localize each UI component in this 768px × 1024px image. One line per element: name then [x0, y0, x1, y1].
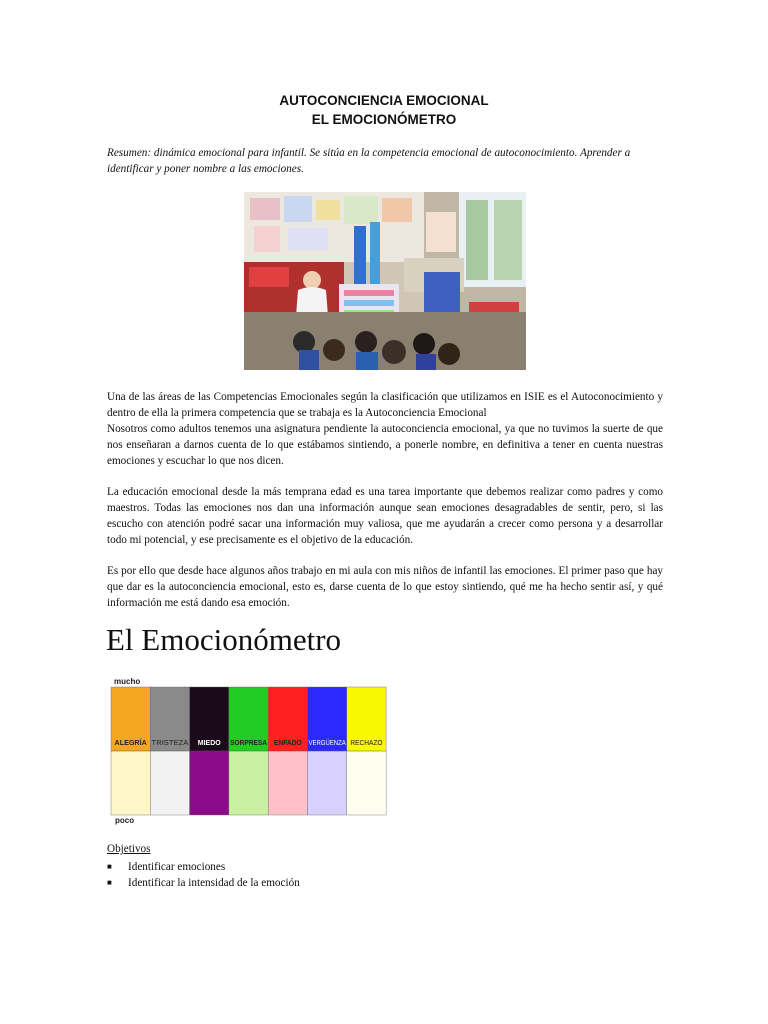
classroom-photo — [244, 192, 526, 370]
paragraph-isie-line1: Una de las áreas de las Competencias Emocionales según la clasificación que utilizamos en ISIE es el Autoconocimiento y dentro de ella la primera competencia que se trabaja es la Autoconciencia Emocional — [107, 391, 663, 419]
objective-text: Identificar la intensidad de la emoción — [128, 877, 300, 889]
objectives-list — [107, 859, 300, 891]
document-title-line1: AUTOCONCIENCIA EMOCIONAL — [279, 93, 489, 108]
objective-item — [107, 859, 300, 875]
meter-bottom-label: poco — [115, 816, 135, 825]
bullet-icon: ■ — [107, 862, 112, 871]
meter-column-label: ENFADO — [274, 740, 303, 747]
objective-text: Identificar emociones — [128, 861, 226, 873]
section-heading: El Emocionómetro — [106, 622, 342, 657]
paragraph-education: La educación emocional desde la más temprana edad es una tarea importante que debemos realizar como padres y como maestros. Todas las emociones nos dan una información aunque sean emociones desagradables de sentir, pero, si las escucho con atención podré sacar una información muy valiosa, que me ayudarán a crecer como persona y a desarrollar todo mi potencial, y ese precisamente es el objetivo de la educación. — [107, 486, 663, 546]
meter-column-label: VERGÜENZA — [308, 740, 353, 747]
meter-top-label: mucho — [114, 677, 141, 686]
meter-column-label: ALEGRÍA — [114, 740, 147, 747]
meter-column-label: RECHAZO — [350, 740, 384, 747]
classroom-photo-illustration — [244, 192, 526, 370]
meter-column-label: MIEDO — [197, 740, 222, 747]
emotion-meter — [107, 674, 392, 826]
bullet-icon: ■ — [107, 878, 112, 887]
objective-item — [107, 875, 300, 891]
document-title-line2: EL EMOCIONÓMETRO — [311, 112, 457, 127]
objectives-title: Objetivos — [107, 843, 151, 855]
paragraph-isie-line2: Nosotros como adultos tenemos una asignatura pendiente la autoconciencia emocional, ya que no tuvimos la suerte de que nos enseñaran a darnos cuenta de lo que estábamos sintiendo, a ponerle nombre, en definitiva a tener en cuenta nuestras emociones y escuchar lo que nos dicen. — [107, 423, 663, 467]
meter-column-label: SORPRESA — [230, 740, 267, 747]
paragraph-classroom: Es por ello que desde hace algunos años trabajo en mi aula con mis niños de infantil las emociones. El primer paso que hay que dar es la autoconciencia emocional, esto es, darse cuenta de lo que estoy sintiendo, qué me ha hecho sentir así, y qué información me está dando esa emoción. — [107, 565, 663, 609]
paragraph-isie — [107, 389, 663, 469]
meter-column-label: TRISTEZA — [151, 740, 189, 747]
summary-text: Resumen: dinámica emocional para infantil. Se sitúa en la competencia emocional de autoconocimiento. Aprender a identificar y poner nombre a las emociones. — [107, 147, 631, 175]
